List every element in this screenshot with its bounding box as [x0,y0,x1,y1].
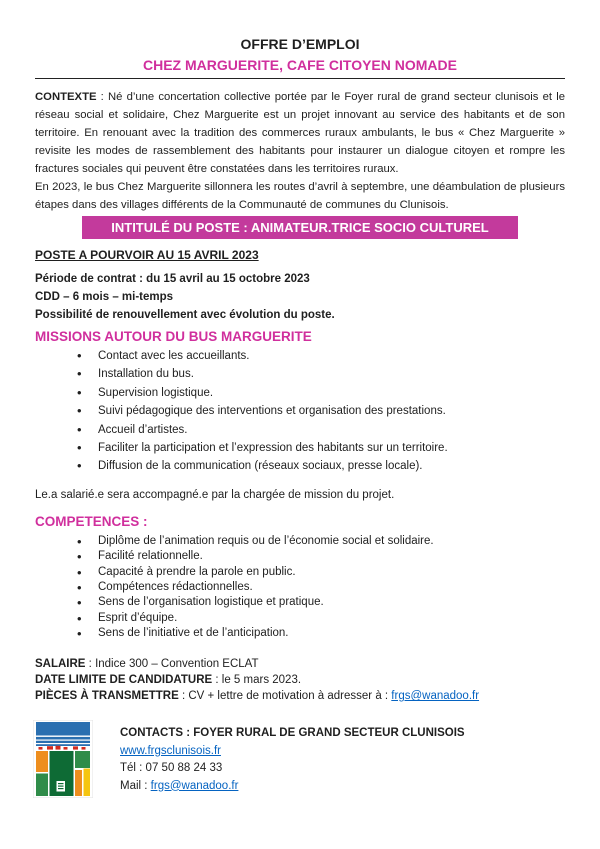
mail-label: Mail : [120,779,151,792]
application-email-link[interactable]: frgs@wanadoo.fr [391,690,480,703]
context-text-2: En 2023, le bus Chez Marguerite sillonnera les routes d’avril à septembre, une déambulation de plusieurs étapes dans des villages différents de la Communauté de communes du Clunisois. [35,181,565,211]
context-label: CONTEXTE [35,91,97,103]
mail-line [120,778,465,796]
documents-line [35,688,565,704]
salary-value: : Indice 300 – Convention ECLAT [85,657,259,670]
bullet-item: • Accueil d’artistes. [75,421,565,439]
contract-block [35,270,565,324]
documents-label: PIÈCES À TRANSMETTRE [35,690,179,703]
competences-list [35,534,565,642]
deadline-value: : le 5 mars 2023. [212,673,302,686]
bullet-item: • Supervision logistique. [75,384,565,402]
page-title: OFFRE D’EMPLOI [240,36,360,52]
documents-value: : CV + lettre de motivation à adresser à : [178,690,392,703]
website-line [120,743,465,761]
bullet-item: • Sens de l’initiative et de l’anticipation. [75,626,565,641]
missions-list [35,347,565,476]
context-paragraph [35,88,565,214]
job-title-banner-text: INTITULÉ DU POSTE : ANIMATEUR.TRICE SOCIO CULTUREL [111,220,489,235]
context-text: : Né d’une concertation collective portée par le Foyer rural de grand secteur clunisois et le réseau social et solidaire, Chez Marguerite est un projet innovant au service des habitants et de son territoire. En renouant avec la tradition des commerces ruraux ambulants, le bus « Chez Marguerite » revisite les modes de rassemblement des habitants pour instaurer un dialogue citoyen et rompre les fractures sociales qui peuvent être constatées dans les territoires ruraux. [35,91,565,175]
competences-heading: COMPETENCES : [35,513,148,529]
contract-renewal-line: Possibilité de renouvellement avec évolution du poste. [35,309,335,321]
header-divider [35,78,565,79]
contacts-heading: CONTACTS : FOYER RURAL DE GRAND SECTEUR CLUNISOIS [120,727,465,739]
bullet-item: • Contact avec les accueillants. [75,347,565,365]
foyer-rural-logo-icon [33,720,93,798]
mail-link[interactable]: frgs@wanadoo.fr [150,779,239,792]
bullet-item: • Compétences rédactionnelles. [75,580,565,595]
page-subtitle: CHEZ MARGUERITE, CAFE CITOYEN NOMADE [143,57,457,73]
position-available-line: POSTE A POURVOIR AU 15 AVRIL 2023 [35,248,259,262]
website-link[interactable]: www.frgsclunisois.fr [120,744,221,757]
bullet-item: • Diffusion de la communication (réseaux sociaux, presse locale). [75,457,565,475]
phone-line: Tél : 07 50 88 24 33 [120,762,223,774]
missions-heading: MISSIONS AUTOUR DU BUS MARGUERITE [35,329,312,344]
deadline-line [35,672,565,688]
bullet-item: • Suivi pédagogique des interventions et organisation des prestations. [75,402,565,420]
contact-block [120,720,465,795]
footer [33,720,465,798]
deadline-label: DATE LIMITE DE CANDIDATURE [35,673,213,686]
bullet-item: • Diplôme de l’animation requis ou de l’économie social et solidaire. [75,534,565,549]
bullet-item: • Facilité relationnelle. [75,549,565,564]
contract-type-line: CDD – 6 mois – mi-temps [35,291,174,303]
bullet-item: • Faciliter la participation et l’expression des habitants sur un territoire. [75,439,565,457]
salary-label: SALAIRE [35,657,86,670]
contract-period-line: Période de contrat : du 15 avril au 15 octobre 2023 [35,273,310,285]
bullet-item: • Installation du bus. [75,365,565,383]
job-title-banner [82,216,518,239]
bullet-item: • Capacité à prendre la parole en public. [75,565,565,580]
bullet-item: • Esprit d’équipe. [75,611,565,626]
bullet-item: • Sens de l’organisation logistique et pratique. [75,595,565,610]
accompaniment-note: Le.a salarié.e sera accompagné.e par la chargée de mission du projet. [35,488,395,501]
application-details [35,656,565,705]
salary-line [35,656,565,672]
